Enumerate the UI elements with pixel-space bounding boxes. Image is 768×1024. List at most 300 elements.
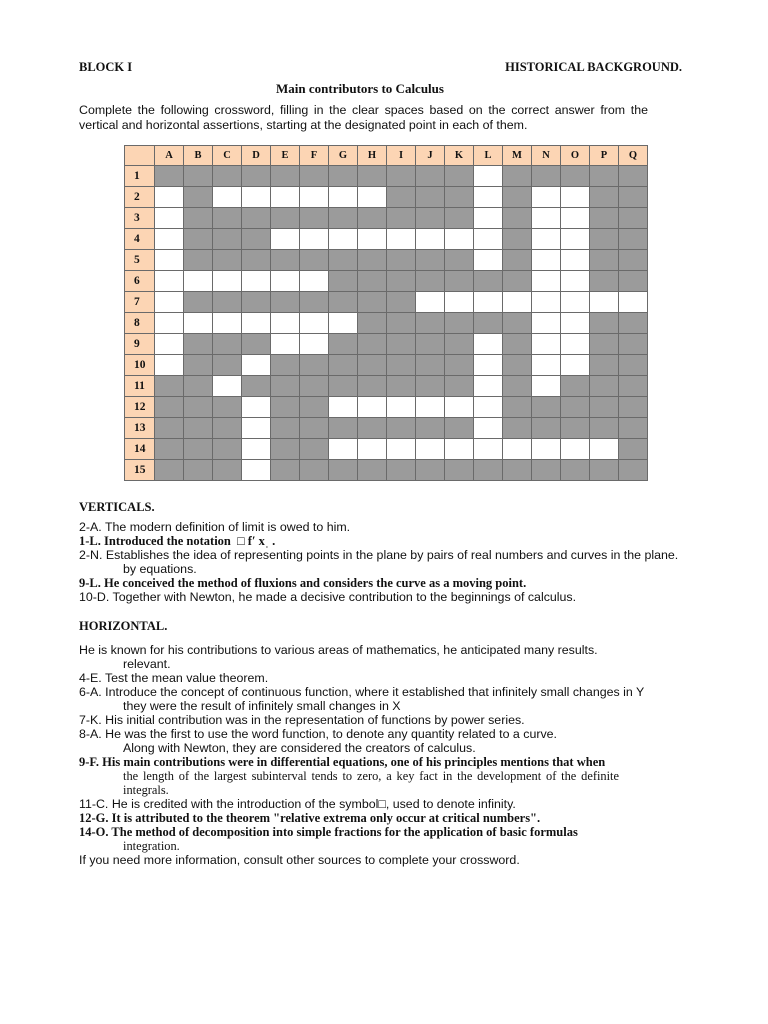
blocked-cell — [184, 355, 213, 376]
answer-cell[interactable] — [329, 313, 358, 334]
blocked-cell — [213, 439, 242, 460]
column-header: F — [300, 146, 329, 166]
blocked-cell — [213, 250, 242, 271]
column-header: K — [445, 146, 474, 166]
blocked-cell — [387, 250, 416, 271]
blocked-cell — [155, 397, 184, 418]
blocked-cell — [503, 376, 532, 397]
row-header: 9 — [125, 334, 155, 355]
blocked-cell — [184, 229, 213, 250]
blocked-cell — [445, 418, 474, 439]
blocked-cell — [503, 334, 532, 355]
answer-cell[interactable] — [503, 439, 532, 460]
blocked-cell — [590, 271, 619, 292]
blocked-cell — [184, 376, 213, 397]
blocked-cell — [300, 439, 329, 460]
blocked-cell — [155, 460, 184, 481]
answer-cell[interactable] — [242, 397, 271, 418]
answer-cell[interactable] — [474, 292, 503, 313]
answer-cell[interactable] — [532, 376, 561, 397]
blocked-cell — [619, 187, 648, 208]
clue: 1-L. Introduced the notation □ fʹ xˌ . — [79, 534, 276, 548]
blocked-cell — [184, 250, 213, 271]
answer-cell[interactable] — [329, 187, 358, 208]
answer-cell[interactable] — [532, 355, 561, 376]
blocked-cell — [619, 229, 648, 250]
answer-cell[interactable] — [242, 355, 271, 376]
blocked-cell — [619, 376, 648, 397]
blocked-cell — [358, 250, 387, 271]
clue: 2-A. The modern definition of limit is owed to him. — [79, 520, 351, 534]
horizontal-heading: HORIZONTAL. — [79, 619, 168, 633]
blocked-cell — [271, 439, 300, 460]
section-label: HISTORICAL BACKGROUND. — [505, 60, 682, 74]
answer-cell[interactable] — [155, 355, 184, 376]
answer-cell[interactable] — [155, 292, 184, 313]
answer-cell[interactable] — [474, 229, 503, 250]
row-header: 11 — [125, 376, 155, 397]
answer-cell[interactable] — [387, 397, 416, 418]
blocked-cell — [416, 166, 445, 187]
answer-cell[interactable] — [213, 376, 242, 397]
blocked-cell — [155, 376, 184, 397]
blocked-cell — [271, 397, 300, 418]
blocked-cell — [619, 397, 648, 418]
column-header: G — [329, 146, 358, 166]
answer-cell[interactable] — [242, 187, 271, 208]
clue: 9-F. His main contributions were in differential equations, one of his principles mentions that when — [79, 755, 606, 769]
blocked-cell — [329, 292, 358, 313]
grid-corner — [125, 146, 155, 166]
blocked-cell — [300, 460, 329, 481]
answer-cell[interactable] — [561, 355, 590, 376]
row-header: 8 — [125, 313, 155, 334]
blocked-cell — [445, 313, 474, 334]
blocked-cell — [358, 166, 387, 187]
blocked-cell — [300, 397, 329, 418]
answer-cell[interactable] — [155, 229, 184, 250]
row-header: 12 — [125, 397, 155, 418]
blocked-cell — [155, 439, 184, 460]
row-header: 6 — [125, 271, 155, 292]
blocked-cell — [619, 355, 648, 376]
blocked-cell — [184, 397, 213, 418]
blocked-cell — [561, 397, 590, 418]
blocked-cell — [329, 418, 358, 439]
blocked-cell — [416, 355, 445, 376]
row-header: 3 — [125, 208, 155, 229]
blocked-cell — [213, 208, 242, 229]
blocked-cell — [329, 271, 358, 292]
clue: If you need more information, consult other sources to complete your crossword. — [79, 853, 520, 867]
answer-cell[interactable] — [155, 313, 184, 334]
answer-cell[interactable] — [474, 397, 503, 418]
blocked-cell — [213, 229, 242, 250]
blocked-cell — [619, 271, 648, 292]
column-header: J — [416, 146, 445, 166]
clue: 9-L. He conceived the method of fluxions and considers the curve as a moving point. — [79, 576, 527, 590]
blocked-cell — [184, 187, 213, 208]
blocked-cell — [590, 166, 619, 187]
answer-cell[interactable] — [445, 292, 474, 313]
answer-cell[interactable] — [358, 187, 387, 208]
answer-cell[interactable] — [300, 271, 329, 292]
blocked-cell — [358, 313, 387, 334]
blocked-cell — [619, 250, 648, 271]
answer-cell[interactable] — [271, 334, 300, 355]
blocked-cell — [503, 397, 532, 418]
blocked-cell — [300, 208, 329, 229]
blocked-cell — [590, 187, 619, 208]
blocked-cell — [358, 334, 387, 355]
answer-cell[interactable] — [474, 439, 503, 460]
blocked-cell — [503, 166, 532, 187]
answer-cell[interactable] — [474, 250, 503, 271]
answer-cell[interactable] — [474, 418, 503, 439]
answer-cell[interactable] — [416, 292, 445, 313]
answer-cell[interactable] — [155, 208, 184, 229]
blocked-cell — [242, 208, 271, 229]
answer-cell[interactable] — [474, 208, 503, 229]
answer-cell[interactable] — [445, 397, 474, 418]
column-header: I — [387, 146, 416, 166]
answer-cell[interactable] — [561, 187, 590, 208]
blocked-cell — [416, 334, 445, 355]
answer-cell[interactable] — [474, 166, 503, 187]
answer-cell[interactable] — [561, 208, 590, 229]
row-header: 15 — [125, 460, 155, 481]
row-header: 10 — [125, 355, 155, 376]
blocked-cell — [329, 376, 358, 397]
column-header: E — [271, 146, 300, 166]
answer-cell[interactable] — [474, 334, 503, 355]
blocked-cell — [590, 250, 619, 271]
clue: 12-G. It is attributed to the theorem "relative extrema only occur at critical numbers". — [79, 811, 541, 825]
blocked-cell — [300, 250, 329, 271]
blocked-cell — [416, 250, 445, 271]
answer-cell[interactable] — [155, 334, 184, 355]
column-header: A — [155, 146, 184, 166]
verticals-clue-list — [79, 520, 679, 604]
blocked-cell — [213, 355, 242, 376]
answer-cell[interactable] — [561, 439, 590, 460]
blocked-cell — [619, 166, 648, 187]
blocked-cell — [590, 208, 619, 229]
answer-cell[interactable] — [329, 397, 358, 418]
answer-cell[interactable] — [619, 292, 648, 313]
blocked-cell — [387, 355, 416, 376]
answer-cell[interactable] — [474, 376, 503, 397]
blocked-cell — [445, 355, 474, 376]
answer-cell[interactable] — [590, 439, 619, 460]
blocked-cell — [271, 292, 300, 313]
column-header: O — [561, 146, 590, 166]
answer-cell[interactable] — [242, 313, 271, 334]
answer-cell[interactable] — [532, 229, 561, 250]
blocked-cell — [561, 418, 590, 439]
blocked-cell — [387, 271, 416, 292]
blocked-cell — [619, 313, 648, 334]
blocked-cell — [416, 313, 445, 334]
blocked-cell — [619, 418, 648, 439]
answer-cell[interactable] — [387, 439, 416, 460]
column-header: D — [242, 146, 271, 166]
blocked-cell — [445, 250, 474, 271]
clue-continuation: the length of the largest subinterval tends to zero, a key fact in the development of the definite integrals. — [123, 769, 619, 797]
clue: 2-N. Establishes the idea of representing points in the plane by pairs of real numbers and curves in the plane. — [79, 548, 679, 562]
crossword-grid — [124, 145, 648, 481]
clue: 4-E. Test the mean value theorem. — [79, 671, 269, 685]
blocked-cell — [503, 229, 532, 250]
blocked-cell — [387, 418, 416, 439]
blocked-cell — [184, 292, 213, 313]
blocked-cell — [329, 334, 358, 355]
column-header: N — [532, 146, 561, 166]
blocked-cell — [445, 334, 474, 355]
answer-cell[interactable] — [561, 229, 590, 250]
answer-cell[interactable] — [242, 439, 271, 460]
blocked-cell — [242, 376, 271, 397]
instructions: Complete the following crossword, filling in the clear spaces based on the correct answer from the vertical and horizontal assertions, starting at the designated point in each of them. — [79, 103, 648, 132]
answer-cell[interactable] — [445, 439, 474, 460]
answer-cell[interactable] — [532, 292, 561, 313]
answer-cell[interactable] — [445, 229, 474, 250]
answer-cell[interactable] — [532, 439, 561, 460]
answer-cell[interactable] — [561, 334, 590, 355]
clue: 14-O. The method of decomposition into simple fractions for the application of basic formulas — [79, 825, 578, 839]
blocked-cell — [503, 460, 532, 481]
answer-cell[interactable] — [271, 313, 300, 334]
row-header: 1 — [125, 166, 155, 187]
row-header: 4 — [125, 229, 155, 250]
row-header: 7 — [125, 292, 155, 313]
blocked-cell — [329, 355, 358, 376]
answer-cell[interactable] — [561, 313, 590, 334]
answer-cell[interactable] — [416, 439, 445, 460]
blocked-cell — [155, 418, 184, 439]
column-header: M — [503, 146, 532, 166]
row-header: 14 — [125, 439, 155, 460]
column-header: C — [213, 146, 242, 166]
blocked-cell — [358, 208, 387, 229]
blocked-cell — [590, 418, 619, 439]
column-header: P — [590, 146, 619, 166]
blocked-cell — [242, 166, 271, 187]
answer-cell[interactable] — [532, 250, 561, 271]
blocked-cell — [416, 208, 445, 229]
blocked-cell — [532, 460, 561, 481]
blocked-cell — [271, 250, 300, 271]
blocked-cell — [561, 376, 590, 397]
blocked-cell — [358, 355, 387, 376]
blocked-cell — [242, 334, 271, 355]
blocked-cell — [184, 166, 213, 187]
blocked-cell — [213, 166, 242, 187]
answer-cell[interactable] — [213, 313, 242, 334]
answer-cell[interactable] — [300, 334, 329, 355]
answer-cell[interactable] — [271, 271, 300, 292]
answer-cell[interactable] — [387, 229, 416, 250]
blocked-cell — [300, 292, 329, 313]
blocked-cell — [387, 376, 416, 397]
blocked-cell — [329, 208, 358, 229]
blocked-cell — [184, 418, 213, 439]
answer-cell[interactable] — [561, 292, 590, 313]
answer-cell[interactable] — [503, 292, 532, 313]
blocked-cell — [387, 208, 416, 229]
blocked-cell — [532, 418, 561, 439]
blocked-cell — [503, 187, 532, 208]
blocked-cell — [503, 418, 532, 439]
blocked-cell — [271, 355, 300, 376]
answer-cell[interactable] — [155, 250, 184, 271]
blocked-cell — [590, 313, 619, 334]
blocked-cell — [561, 166, 590, 187]
blocked-cell — [619, 334, 648, 355]
clue-continuation: relevant. — [123, 657, 171, 671]
blocked-cell — [184, 460, 213, 481]
blocked-cell — [503, 208, 532, 229]
answer-cell[interactable] — [358, 229, 387, 250]
blocked-cell — [590, 229, 619, 250]
answer-cell[interactable] — [358, 439, 387, 460]
answer-cell[interactable] — [561, 250, 590, 271]
column-header: L — [474, 146, 503, 166]
blocked-cell — [271, 166, 300, 187]
answer-cell[interactable] — [329, 439, 358, 460]
blocked-cell — [561, 460, 590, 481]
answer-cell[interactable] — [561, 271, 590, 292]
blocked-cell — [271, 460, 300, 481]
blocked-cell — [387, 460, 416, 481]
blocked-cell — [155, 166, 184, 187]
blocked-cell — [387, 334, 416, 355]
answer-cell[interactable] — [213, 271, 242, 292]
answer-cell[interactable] — [358, 397, 387, 418]
blocked-cell — [184, 334, 213, 355]
answer-cell[interactable] — [532, 208, 561, 229]
blocked-cell — [474, 460, 503, 481]
blocked-cell — [387, 292, 416, 313]
blocked-cell — [416, 187, 445, 208]
answer-cell[interactable] — [300, 187, 329, 208]
answer-cell[interactable] — [242, 271, 271, 292]
answer-cell[interactable] — [532, 187, 561, 208]
clue: 11-C. He is credited with the introduction of the symbol□, used to denote infinity. — [79, 797, 516, 811]
blocked-cell — [503, 355, 532, 376]
blocked-cell — [445, 166, 474, 187]
clue: 6-A. Introduce the concept of continuous function, where it established that infinitely small changes in Y — [79, 685, 645, 699]
clue-continuation: Along with Newton, they are considered the creators of calculus. — [123, 741, 476, 755]
blocked-cell — [445, 376, 474, 397]
blocked-cell — [329, 166, 358, 187]
blocked-cell — [474, 271, 503, 292]
row-header: 2 — [125, 187, 155, 208]
answer-cell[interactable] — [242, 418, 271, 439]
blocked-cell — [590, 334, 619, 355]
answer-cell[interactable] — [213, 187, 242, 208]
answer-cell[interactable] — [532, 334, 561, 355]
blocked-cell — [590, 460, 619, 481]
blocked-cell — [213, 397, 242, 418]
blocked-cell — [619, 439, 648, 460]
blocked-cell — [590, 355, 619, 376]
blocked-cell — [358, 418, 387, 439]
answer-cell[interactable] — [155, 271, 184, 292]
answer-cell[interactable] — [271, 229, 300, 250]
answer-cell[interactable] — [300, 229, 329, 250]
column-header: Q — [619, 146, 648, 166]
blocked-cell — [445, 460, 474, 481]
blocked-cell — [387, 187, 416, 208]
answer-cell[interactable] — [329, 229, 358, 250]
column-header: H — [358, 146, 387, 166]
blocked-cell — [329, 460, 358, 481]
blocked-cell — [416, 418, 445, 439]
answer-cell[interactable] — [271, 187, 300, 208]
clue-continuation: they were the result of infinitely small changes in X — [123, 699, 401, 713]
answer-cell[interactable] — [590, 292, 619, 313]
blocked-cell — [619, 208, 648, 229]
row-header: 5 — [125, 250, 155, 271]
blocked-cell — [445, 208, 474, 229]
blocked-cell — [532, 397, 561, 418]
clue: He is known for his contributions to various areas of mathematics, he anticipated many results. — [79, 643, 598, 657]
blocked-cell — [300, 418, 329, 439]
blocked-cell — [416, 460, 445, 481]
answer-cell[interactable] — [416, 397, 445, 418]
answer-cell[interactable] — [184, 271, 213, 292]
blocked-cell — [619, 460, 648, 481]
verticals-heading: VERTICALS. — [79, 500, 155, 514]
blocked-cell — [242, 250, 271, 271]
blocked-cell — [445, 271, 474, 292]
blocked-cell — [184, 208, 213, 229]
blocked-cell — [358, 292, 387, 313]
blocked-cell — [416, 376, 445, 397]
answer-cell[interactable] — [300, 313, 329, 334]
answer-cell[interactable] — [532, 313, 561, 334]
blocked-cell — [474, 313, 503, 334]
blocked-cell — [213, 418, 242, 439]
clue: 10-D. Together with Newton, he made a decisive contribution to the beginnings of calculus. — [79, 590, 577, 604]
answer-cell[interactable] — [474, 355, 503, 376]
answer-cell[interactable] — [474, 187, 503, 208]
blocked-cell — [271, 208, 300, 229]
blocked-cell — [358, 376, 387, 397]
answer-cell[interactable] — [242, 460, 271, 481]
horizontal-clue-list — [79, 643, 679, 867]
block-label: BLOCK I — [79, 60, 133, 74]
blocked-cell — [358, 460, 387, 481]
clue: 7-K. His initial contribution was in the representation of functions by power series. — [79, 713, 525, 727]
answer-cell[interactable] — [184, 313, 213, 334]
blocked-cell — [213, 292, 242, 313]
answer-cell[interactable] — [532, 271, 561, 292]
answer-cell[interactable] — [416, 229, 445, 250]
blocked-cell — [300, 355, 329, 376]
blocked-cell — [213, 334, 242, 355]
clue-continuation: integration. — [123, 839, 180, 853]
answer-cell[interactable] — [155, 187, 184, 208]
page-title: Main contributors to Calculus — [276, 81, 444, 96]
blocked-cell — [387, 313, 416, 334]
blocked-cell — [590, 376, 619, 397]
blocked-cell — [300, 376, 329, 397]
blocked-cell — [271, 376, 300, 397]
blocked-cell — [590, 397, 619, 418]
blocked-cell — [242, 292, 271, 313]
